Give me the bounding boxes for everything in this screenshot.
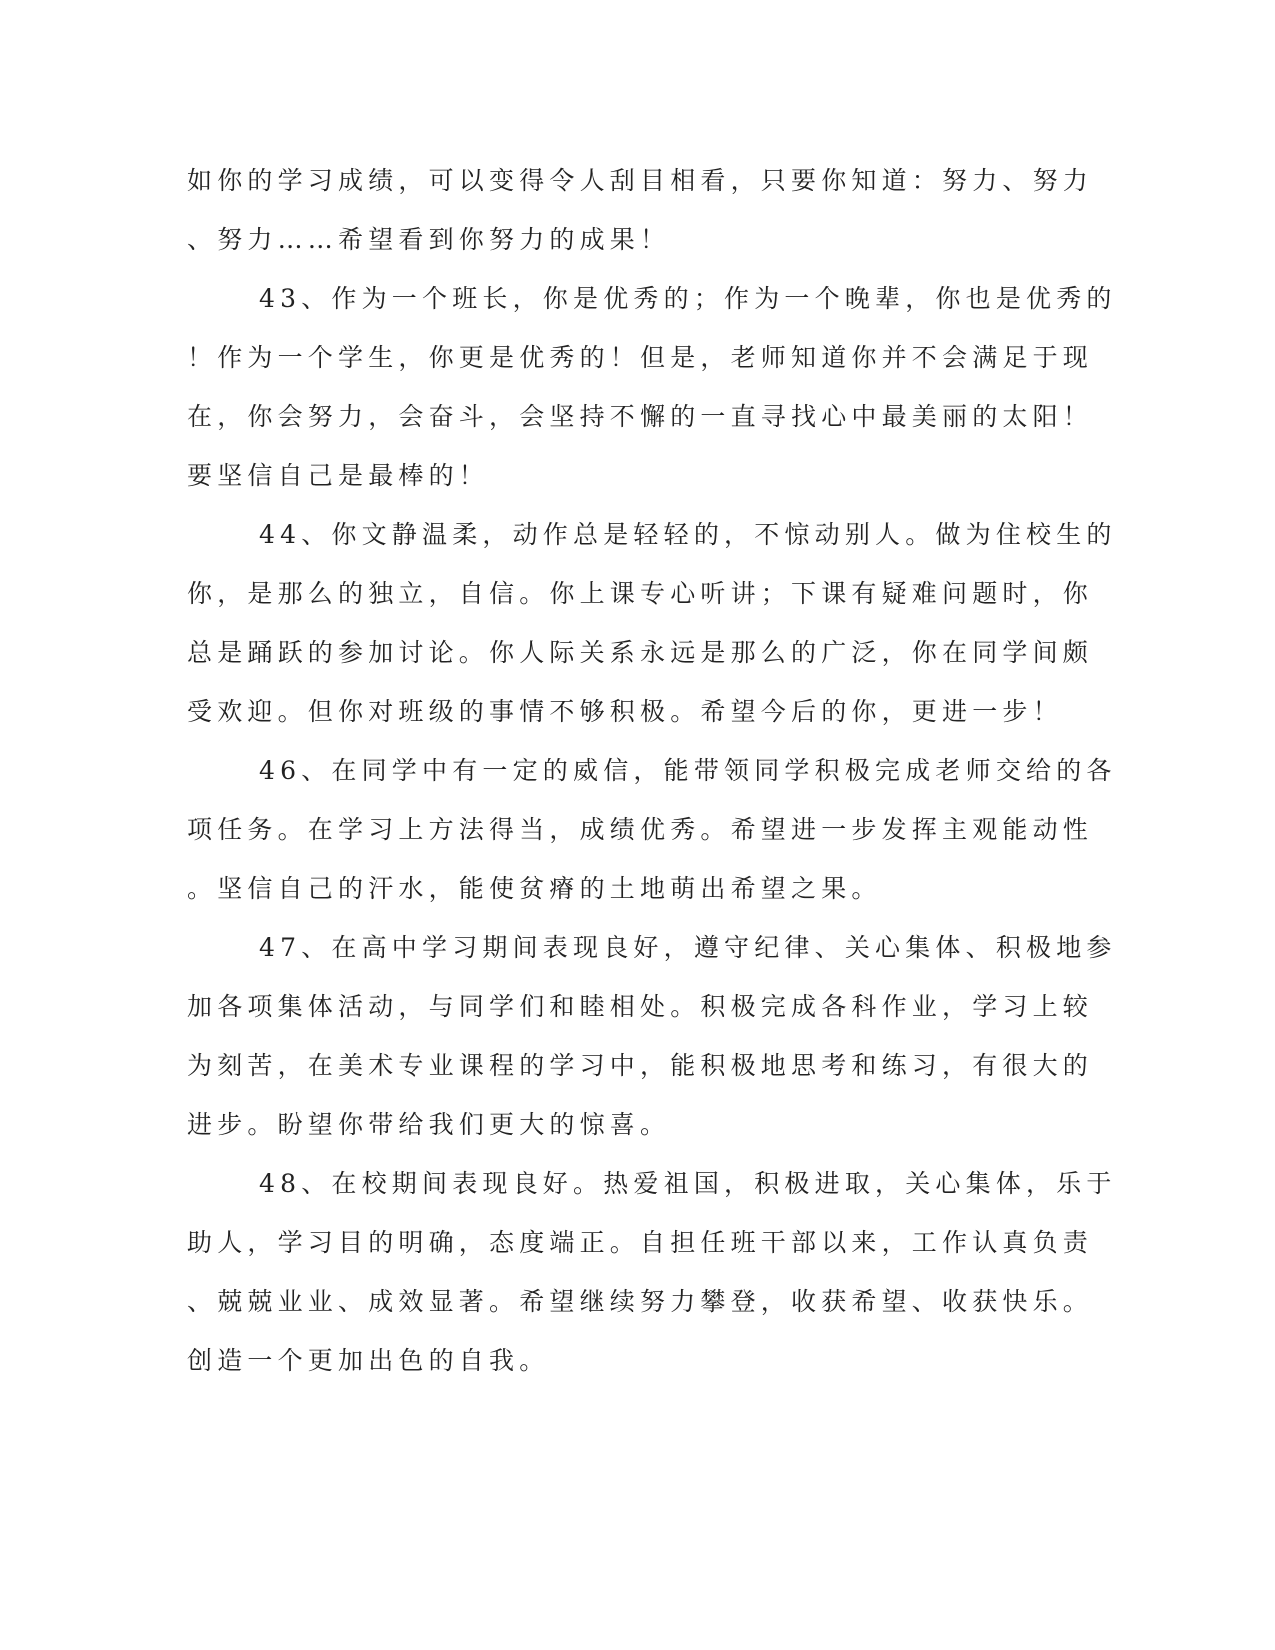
- text-line: 在，你会努力，会奋斗，会坚持不懈的一直寻找心中最美丽的太阳！: [187, 402, 1094, 431]
- text-line: 如你的学习成绩，可以变得令人刮目相看，只要你知道：努力、努力: [187, 166, 1094, 195]
- text-line: 进步。盼望你带给我们更大的惊喜。: [187, 1110, 671, 1139]
- text-line: 总是踊跃的参加讨论。你人际关系永远是那么的广泛，你在同学间颇: [187, 638, 1094, 667]
- text-line: 受欢迎。但你对班级的事情不够积极。希望今后的你，更进一步！: [187, 697, 1063, 726]
- paragraph-start-46: 46、在同学中有一定的威信，能带领同学积极完成老师交给的各: [259, 756, 1117, 785]
- text-line: 助人，学习目的明确，态度端正。自担任班干部以来，工作认真负责: [187, 1228, 1094, 1257]
- paragraph-start-43: 43、作为一个班长，你是优秀的；作为一个晚辈，你也是优秀的: [259, 284, 1117, 313]
- paragraph-start-48: 48、在校期间表现良好。热爱祖国，积极进取，关心集体，乐于: [259, 1169, 1117, 1198]
- paragraph-start-44: 44、你文静温柔，动作总是轻轻的，不惊动别人。做为住校生的: [259, 520, 1117, 549]
- text-line: ！作为一个学生，你更是优秀的！但是，老师知道你并不会满足于现: [187, 343, 1094, 372]
- text-line: 为刻苦，在美术专业课程的学习中，能积极地思考和练习，有很大的: [187, 1051, 1094, 1080]
- text-line: 、兢兢业业、成效显著。希望继续努力攀登，收获希望、收获快乐。: [187, 1287, 1094, 1316]
- text-line: 项任务。在学习上方法得当，成绩优秀。希望进一步发挥主观能动性: [187, 815, 1094, 844]
- text-line: 要坚信自己是最棒的！: [187, 461, 490, 490]
- text-line: 。坚信自己的汗水，能使贫瘠的土地萌出希望之果。: [187, 874, 882, 903]
- text-line: 加各项集体活动，与同学们和睦相处。积极完成各科作业，学习上较: [187, 992, 1094, 1021]
- text-line: 创造一个更加出色的自我。: [187, 1346, 550, 1375]
- text-line: 你，是那么的独立，自信。你上课专心听讲；下课有疑难问题时，你: [187, 579, 1094, 608]
- text-line: 、努力……希望看到你努力的成果！: [187, 225, 671, 254]
- paragraph-start-47: 47、在高中学习期间表现良好，遵守纪律、关心集体、积极地参: [259, 933, 1117, 962]
